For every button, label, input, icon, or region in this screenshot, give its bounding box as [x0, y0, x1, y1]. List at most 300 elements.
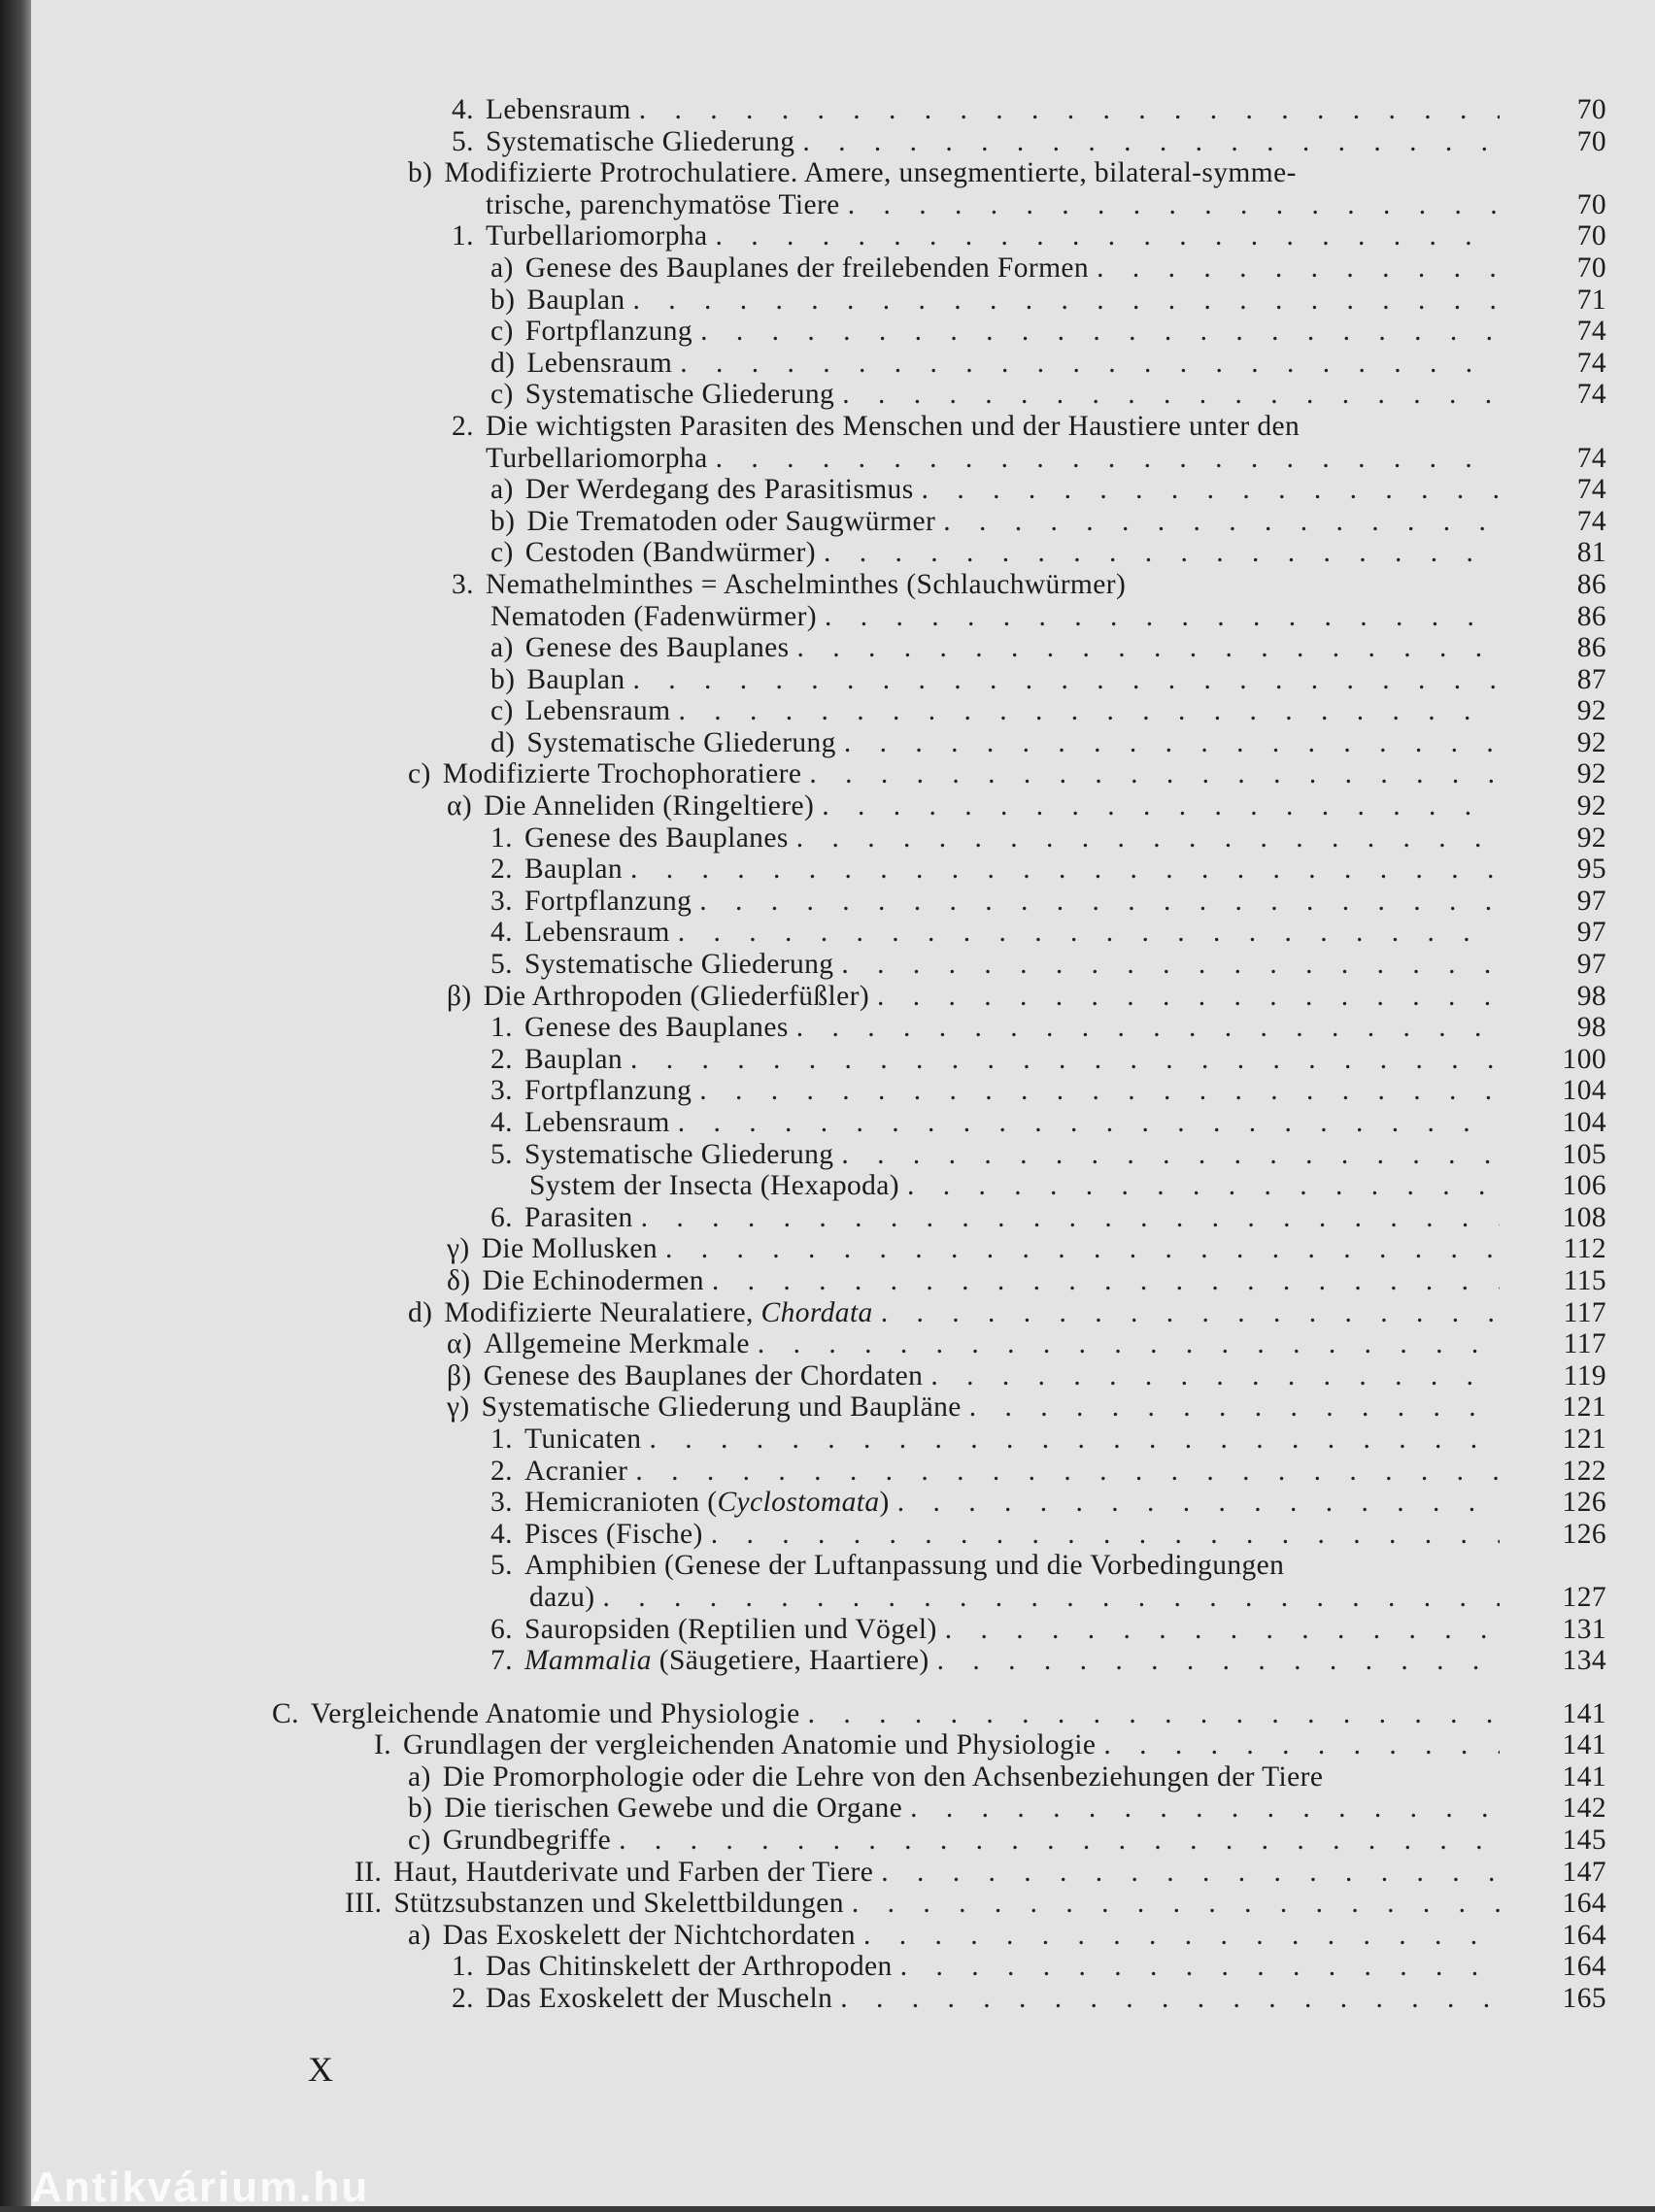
toc-entry-number: b): [490, 663, 516, 695]
toc-entry: [31, 1044, 1655, 1076]
toc-entry: [31, 1360, 1655, 1392]
toc-entry-number: γ): [447, 1391, 470, 1424]
toc-entry-title: [525, 537, 816, 569]
toc-entry-title-text: Modifizierte Neuralatiere,: [444, 1296, 761, 1328]
toc-entry-title: [486, 411, 1300, 443]
toc-entry-title: [486, 220, 708, 252]
toc-entry-title-text: dazu): [529, 1581, 595, 1613]
toc-entry-number: c): [408, 758, 431, 790]
toc-entry: [31, 664, 1655, 696]
toc-entry: [31, 632, 1655, 664]
toc-entry-title: [484, 981, 869, 1013]
toc-entry: [31, 348, 1655, 380]
dot-leader: [711, 1519, 1500, 1551]
toc-page-number: 121: [1562, 1423, 1606, 1455]
toc-entry: [31, 695, 1655, 727]
toc-entry-title: [484, 790, 814, 822]
dot-leader: [797, 632, 1501, 664]
toc-entry-title-text: Fortpflanzung: [524, 316, 693, 348]
toc-entry-title-text: Die Echinodermen: [482, 1264, 704, 1296]
toc-entry: [31, 1582, 1655, 1614]
toc-entry-title-text: Haut, Hautderivate und Farben der Tiere: [393, 1856, 874, 1888]
toc-entry-title-text: Tunicaten: [524, 1423, 642, 1455]
toc-entry: [31, 94, 1655, 126]
toc-page-number: 92: [1576, 821, 1606, 854]
toc-entry-title: [524, 1107, 670, 1139]
toc-entry-number: a): [490, 632, 514, 664]
toc-entry: [31, 1297, 1655, 1329]
dot-leader: [897, 1487, 1500, 1519]
toc-entry-title: [524, 1519, 703, 1551]
toc-entry-number: c): [490, 537, 514, 569]
dot-leader: [716, 443, 1500, 475]
toc-page-number: 131: [1562, 1613, 1606, 1645]
dot-leader: [863, 1920, 1500, 1952]
toc-page-number: 142: [1562, 1793, 1606, 1825]
toc-entry-title: [525, 632, 790, 664]
toc-entry-number: β): [447, 1359, 472, 1391]
toc-entry-title-text: Systematische Gliederung: [526, 726, 836, 758]
toc-page-number: 86: [1576, 568, 1606, 600]
toc-entry-title-text: System der Insecta (Hexapoda): [529, 1170, 900, 1202]
toc-entry-title-text: Lebensraum: [524, 917, 670, 949]
toc-entry-title-text: Turbellariomorpha: [486, 442, 708, 474]
toc-entry-title-text: Grundbegriffe: [442, 1825, 612, 1857]
toc-page-number: 141: [1562, 1697, 1606, 1729]
toc-entry: [31, 1456, 1655, 1488]
toc-page-number: 95: [1576, 854, 1606, 886]
toc-entry-title-text: Die Trematoden oder Saugwürmer: [526, 505, 936, 537]
table-of-contents: [31, 94, 1655, 2015]
toc-entry-title-text: Modifizierte Protrochulatiere. Amere, unsegmentierte, bilateral-symme-: [444, 157, 1297, 189]
toc-page-number: 92: [1576, 790, 1606, 822]
toc-entry-number: I.: [374, 1729, 391, 1761]
toc-entry: [31, 1519, 1655, 1551]
toc-entry-number: c): [490, 695, 514, 727]
toc-entry-title-text: Acranier: [524, 1455, 628, 1487]
toc-entry-title: [486, 94, 631, 126]
toc-entry: [31, 1487, 1655, 1519]
toc-entry-number: b): [490, 284, 516, 316]
toc-entry: [31, 1761, 1655, 1793]
dot-leader: [840, 1983, 1500, 2015]
toc-entry: [31, 822, 1655, 855]
toc-page-number: 97: [1576, 949, 1606, 981]
toc-entry-title: [444, 1297, 872, 1329]
dot-leader: [641, 1202, 1500, 1234]
toc-entry-title-text: Die Mollusken: [481, 1233, 659, 1265]
toc-page-number: 164: [1562, 1919, 1606, 1951]
dot-leader: [937, 1645, 1500, 1677]
toc-entry-title-text: Fortpflanzung: [524, 1075, 692, 1107]
toc-entry-number: 2.: [452, 1983, 474, 2015]
toc-entry-title-text: Lebensraum: [526, 347, 673, 379]
toc-page-number: 70: [1576, 220, 1606, 252]
toc-entry-number: γ): [447, 1233, 470, 1265]
toc-entry-number: α): [447, 1328, 473, 1360]
toc-entry-number: a): [408, 1760, 431, 1793]
toc-page-number: 134: [1562, 1645, 1606, 1677]
toc-page-number: 127: [1562, 1581, 1606, 1613]
toc-entry: [31, 1202, 1655, 1234]
page-folio: X: [308, 2050, 333, 2089]
toc-entry-title-text: Hemicranioten (: [524, 1487, 718, 1519]
dot-leader: [679, 695, 1500, 727]
toc-entry-title: [486, 126, 794, 158]
toc-entry-number: 5.: [490, 1550, 513, 1582]
toc-entry-number: α): [447, 790, 473, 822]
toc-page-number: 74: [1576, 347, 1606, 379]
toc-entry-title: [529, 1170, 899, 1202]
dot-leader: [632, 664, 1500, 696]
toc-entry-title-text: Systematische Gliederung: [524, 1138, 834, 1170]
toc-entry-number: β): [447, 980, 472, 1012]
toc-entry-number: II.: [355, 1856, 383, 1888]
toc-entry-title: [525, 252, 1089, 285]
toc-entry: [31, 474, 1655, 506]
toc-entry: [31, 1107, 1655, 1139]
toc-page-number: 74: [1576, 474, 1606, 506]
dot-leader: [1103, 1729, 1500, 1761]
dot-leader: [930, 1360, 1500, 1392]
toc-entry: [31, 252, 1655, 285]
toc-entry-title-text: Parasiten: [524, 1201, 633, 1233]
toc-entry-title: [524, 1012, 789, 1044]
toc-entry-title-text: Genese des Bauplanes: [524, 1012, 789, 1044]
toc-entry: [31, 411, 1655, 443]
toc-entry-title: [526, 285, 625, 317]
toc-entry-number: 5.: [490, 1138, 513, 1170]
toc-entry-title-text: Cestoden (Bandwürmer): [524, 537, 816, 569]
toc-entry: [31, 569, 1655, 601]
dot-leader: [824, 537, 1500, 569]
toc-entry: [31, 1614, 1655, 1646]
dot-leader: [699, 1075, 1500, 1107]
toc-entry: [31, 1857, 1655, 1889]
toc-page-number: 97: [1576, 917, 1606, 949]
toc-entry: [31, 1139, 1655, 1171]
toc-entry-title-text: Lebensraum: [524, 695, 671, 727]
dot-leader: [619, 1825, 1500, 1857]
toc-entry-title-text: Genese des Bauplanes: [524, 632, 790, 664]
toc-entry: [31, 1550, 1655, 1582]
dot-leader: [1097, 252, 1500, 285]
toc-page-number: 126: [1562, 1518, 1606, 1550]
toc-entry-title-text: Die Anneliden (Ringeltiere): [484, 790, 815, 822]
toc-entry-title-italic: Cyclostomata: [717, 1487, 880, 1519]
toc-entry-title: [524, 1424, 642, 1456]
toc-entry-title: [524, 1044, 623, 1076]
toc-page-number: 100: [1562, 1043, 1606, 1075]
toc-page-number: 106: [1562, 1170, 1606, 1202]
dot-leader: [649, 1424, 1500, 1456]
toc-entry-number: 7.: [490, 1645, 513, 1677]
toc-entry: [31, 727, 1655, 759]
toc-entry-title-italic: Mammalia: [524, 1645, 652, 1677]
toc-entry-title-text: Vergleichende Anatomie und Physiologie: [310, 1697, 800, 1729]
toc-entry-number: 1.: [452, 1951, 474, 1983]
dot-leader: [848, 189, 1500, 221]
toc-entry-title: [524, 917, 670, 949]
toc-entry-title-text: Lebensraum: [524, 1107, 670, 1138]
toc-entry: [31, 220, 1655, 252]
toc-entry-number: 3.: [490, 1487, 513, 1519]
toc-entry-title-italic: Chordata: [760, 1296, 873, 1328]
toc-page-number: 70: [1576, 188, 1606, 220]
dot-leader: [881, 1857, 1500, 1889]
toc-page-number: 104: [1562, 1107, 1606, 1138]
toc-entry-number: III.: [345, 1888, 383, 1920]
toc-entry-title: [526, 664, 625, 696]
toc-entry-number: a): [408, 1919, 431, 1951]
toc-entry: [31, 790, 1655, 822]
dot-leader: [639, 94, 1500, 126]
dot-leader: [945, 1614, 1500, 1646]
toc-entry: [31, 379, 1655, 411]
toc-entry-title: [490, 601, 817, 633]
toc-entry-title-text: Bauplan: [526, 284, 625, 316]
toc-page-number: 74: [1576, 379, 1606, 411]
toc-entry: [31, 1729, 1655, 1761]
toc-entry-title: [486, 1951, 893, 1983]
toc-entry: [31, 1698, 1655, 1730]
dot-leader: [699, 886, 1500, 918]
toc-entry-title-suffix: ): [879, 1487, 890, 1519]
toc-entry-title-text: Turbellariomorpha: [485, 220, 708, 252]
toc-page-number: 70: [1576, 94, 1606, 125]
toc-entry-title: [486, 1983, 832, 2015]
dot-leader: [678, 1107, 1500, 1139]
dot-leader: [881, 1297, 1500, 1329]
toc-entry-title: [525, 379, 834, 411]
toc-page-number: 86: [1576, 632, 1606, 664]
toc-entry-number: b): [490, 505, 516, 537]
toc-page-number: 115: [1563, 1264, 1606, 1296]
toc-entry: [31, 1424, 1655, 1456]
toc-entry-number: 1.: [452, 220, 474, 252]
toc-entry-number: b): [408, 1793, 433, 1825]
toc-entry-title: [486, 569, 1126, 601]
toc-entry-title: [524, 1075, 692, 1107]
dot-leader: [630, 854, 1500, 886]
toc-entry-number: 2.: [490, 1043, 513, 1075]
toc-entry: [31, 949, 1655, 981]
toc-entry-title: [393, 1857, 873, 1889]
toc-page-number: 126: [1562, 1487, 1606, 1519]
toc-entry-number: d): [490, 347, 516, 379]
toc-page-number: 121: [1562, 1391, 1606, 1424]
toc-entry: [31, 1825, 1655, 1857]
toc-page-number: 164: [1562, 1951, 1606, 1983]
toc-page-number: 70: [1576, 251, 1606, 284]
toc-entry-title: [529, 1582, 595, 1614]
toc-entry-number: 6.: [490, 1613, 513, 1645]
dot-leader: [680, 348, 1500, 380]
toc-entry-title-text: Die Promorphologie oder die Lehre von den Achsenbeziehungen der Tiere: [442, 1760, 1324, 1793]
dot-leader: [907, 1170, 1500, 1202]
toc-entry-title-text: Systematische Gliederung: [524, 949, 834, 981]
dot-leader: [678, 917, 1500, 949]
toc-page-number: 164: [1562, 1888, 1606, 1920]
toc-entry-title: [524, 1645, 929, 1677]
toc-entry-title: [443, 758, 802, 790]
toc-entry-title: [403, 1729, 1096, 1761]
toc-entry-number: 4.: [452, 94, 474, 125]
dot-leader: [822, 790, 1500, 822]
toc-entry-title-text: Systematische Gliederung und Baupläne: [481, 1391, 962, 1424]
toc-entry: [31, 285, 1655, 317]
toc-entry-title: [524, 822, 789, 855]
dot-leader: [635, 1456, 1500, 1488]
toc-entry-number: d): [490, 726, 516, 758]
dot-leader: [796, 822, 1500, 855]
toc-page-number: 87: [1576, 663, 1606, 695]
dot-leader: [632, 285, 1500, 317]
toc-entry-title-text: Bauplan: [524, 854, 624, 886]
toc-entry-title: [484, 1328, 750, 1360]
toc-entry-title: [484, 1360, 924, 1392]
toc-entry-title: [482, 1233, 658, 1265]
toc-entry-title: [443, 1825, 611, 1857]
toc-entry-title: [525, 695, 671, 727]
toc-entry: [31, 1951, 1655, 1983]
toc-page-number: 141: [1562, 1760, 1606, 1793]
toc-entry-number: 4.: [490, 1107, 513, 1138]
toc-entry-title: [524, 1614, 937, 1646]
toc-page-number: 97: [1576, 885, 1606, 917]
toc-entry-title: [486, 189, 840, 221]
toc-entry-number: C.: [272, 1697, 299, 1729]
toc-entry: [31, 1645, 1655, 1677]
toc-page-number: 117: [1563, 1328, 1606, 1360]
toc-entry: [31, 1265, 1655, 1297]
toc-entry: [31, 1233, 1655, 1265]
toc-entry-title: [524, 1139, 833, 1171]
toc-entry: [31, 1170, 1655, 1202]
toc-entry-number: 2.: [490, 854, 513, 886]
toc-entry-title-text: Die tierischen Gewebe und die Organe: [444, 1793, 903, 1825]
toc-entry-title-text: Das Exoskelett der Nichtchordaten: [442, 1919, 856, 1951]
toc-entry: [31, 981, 1655, 1013]
toc-page-number: 92: [1576, 695, 1606, 727]
toc-entry-title: [526, 506, 935, 538]
dot-leader: [900, 1951, 1500, 1983]
dot-leader: [825, 601, 1500, 633]
toc-page-number: 74: [1576, 505, 1606, 537]
toc-page-number: 147: [1562, 1856, 1606, 1888]
toc-page-number: 92: [1576, 758, 1606, 790]
toc-entry-title: [524, 854, 623, 886]
toc-entry-title-text: Bauplan: [526, 663, 625, 695]
toc-entry-title-text: Systematische Gliederung: [524, 379, 835, 411]
toc-entry-title-text: Modifizierte Trochophoratiere: [442, 758, 802, 790]
toc-page-number: 71: [1576, 284, 1606, 316]
toc-entry: [31, 601, 1655, 633]
toc-entry-number: 4.: [490, 1518, 513, 1550]
dot-leader: [700, 316, 1500, 348]
toc-entry-title: [524, 886, 692, 918]
toc-page-number: 141: [1562, 1729, 1606, 1761]
toc-entry-title: [443, 1761, 1324, 1793]
toc-entry-number: a): [490, 251, 514, 284]
toc-entry-number: 3.: [490, 885, 513, 917]
toc-entry-number: a): [490, 474, 514, 506]
toc-entry: [31, 854, 1655, 886]
toc-entry-number: 1.: [490, 821, 513, 854]
book-spine-shadow: [0, 0, 31, 2206]
toc-entry-title: [526, 727, 835, 759]
dot-leader: [665, 1233, 1500, 1265]
dot-leader: [844, 727, 1500, 759]
toc-entry: [31, 1075, 1655, 1107]
toc-page-number: 122: [1562, 1455, 1606, 1487]
toc-entry-title-text: Die wichtigsten Parasiten des Menschen und der Haustiere unter den: [485, 410, 1300, 442]
toc-entry-number: c): [490, 379, 514, 411]
toc-entry-title: [443, 1920, 856, 1952]
toc-entry: [31, 157, 1655, 189]
toc-entry-title: [524, 949, 833, 981]
dot-leader: [969, 1391, 1500, 1424]
toc-entry-number: 1.: [490, 1012, 513, 1044]
toc-page-number: 145: [1562, 1825, 1606, 1857]
toc-entry-title-text: trische, parenchymatöse Tiere: [486, 188, 840, 220]
dot-leader: [842, 379, 1500, 411]
toc-entry-title-suffix: (Säugetiere, Haartiere): [651, 1645, 929, 1677]
dot-leader: [841, 1139, 1500, 1171]
toc-page-number: 74: [1576, 442, 1606, 474]
toc-entry: [31, 189, 1655, 221]
toc-page-number: 98: [1576, 1012, 1606, 1044]
toc-entry: [31, 316, 1655, 348]
toc-entry: [31, 1391, 1655, 1424]
toc-entry-number: b): [408, 157, 433, 189]
toc-entry-title: [524, 1202, 633, 1234]
toc-entry-number: 5.: [490, 949, 513, 981]
toc-entry-title-text: Lebensraum: [485, 94, 631, 125]
toc-entry-title-text: Amphibien (Genese der Luftanpassung und die Vorbedingungen: [524, 1550, 1285, 1582]
document-page: [31, 0, 1655, 2211]
dot-leader: [802, 126, 1500, 158]
watermark: Antikvárium.hu: [31, 2163, 370, 2211]
toc-entry-title-text: Bauplan: [524, 1043, 624, 1075]
toc-entry-title: [524, 1487, 890, 1519]
toc-page-number: 92: [1576, 726, 1606, 758]
toc-page-number: 104: [1562, 1075, 1606, 1107]
toc-entry-title: [524, 1456, 627, 1488]
toc-entry: [31, 1920, 1655, 1952]
dot-leader: [712, 1265, 1500, 1297]
toc-entry-title: [444, 1793, 902, 1825]
toc-page-number: 70: [1576, 125, 1606, 157]
toc-entry-number: 3.: [490, 1075, 513, 1107]
toc-entry-number: 2.: [452, 410, 474, 442]
dot-leader: [716, 220, 1500, 252]
dot-leader: [630, 1044, 1500, 1076]
toc-entry: [31, 1012, 1655, 1044]
toc-page-number: 119: [1563, 1359, 1606, 1391]
toc-entry-title: [526, 348, 672, 380]
toc-entry-title: [483, 1265, 704, 1297]
toc-entry: [31, 758, 1655, 790]
toc-entry: [31, 443, 1655, 475]
toc-entry: [31, 1888, 1655, 1920]
toc-page-number: 98: [1576, 980, 1606, 1012]
toc-entry-title: [444, 157, 1296, 189]
toc-entry-title-text: Das Chitinskelett der Arthropoden: [485, 1951, 893, 1983]
dot-leader: [758, 1328, 1500, 1360]
toc-entry: [31, 506, 1655, 538]
dot-leader: [808, 1698, 1500, 1730]
